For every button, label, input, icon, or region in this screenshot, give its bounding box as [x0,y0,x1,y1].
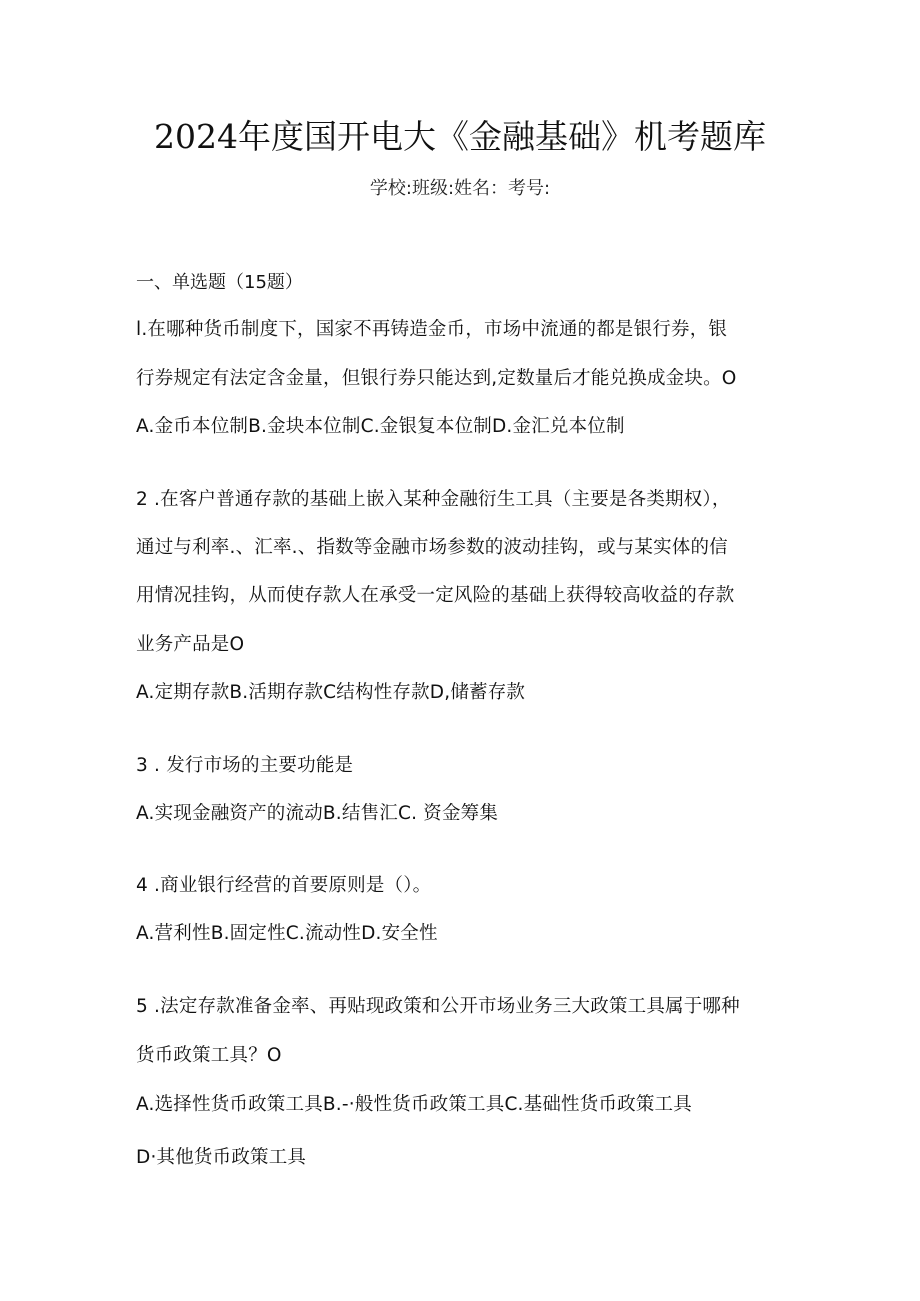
question-4-text-line-1: 4 .商业银行经营的首要原则是（）。 [136,875,432,896]
question-2-text-line-1: 2 .在客户普通存款的基础上嵌入某种金融衍生工具（主要是各类期权）， [136,489,731,510]
question-1-text-line-2: 行券规定有法定含金量，但银行券只能达到,定数量后才能兑换成金块。O [136,368,737,389]
student-info-line: 学校:班级:姓名：考号: [369,178,551,199]
question-5-options-line-1: A.选择性货币政策工具B.-·般性货币政策工具C.基础性货币政策工具 [136,1094,692,1115]
question-4-options: A.营利性B.固定性C.流动性D.安全性 [136,923,438,944]
question-2-text-line-3: 用情况挂钩，从而使存款人在承受一定风险的基础上获得较高收益的存款 [136,585,735,606]
question-5-text-line-1: 5 .法定存款准备金率、再贴现政策和公开市场业务三大政策工具属于哪种 [136,996,740,1017]
question-1-text-line-1: l.在哪种货币制度下，国家不再铸造金币，市场中流通的都是银行券，银 [136,319,728,340]
question-1-options: A.金币本位制B.金块本位制C.金银复本位制D.金汇兑本位制 [136,416,625,437]
question-3-text-line-1: 3 . 发行市场的主要功能是 [136,755,354,776]
question-5-options-line-2: D·其他货币政策工具 [136,1147,307,1168]
question-3-options: A.实现金融资产的流动B.结售汇C. 资金筹集 [136,803,499,824]
question-5-text-line-2: 货币政策工具？O [136,1045,282,1066]
question-2-text-line-4: 业务产品是O [136,634,245,655]
question-2-text-line-2: 通过与利率.、汇率.、指数等金融市场参数的波动挂钩，或与某实体的信 [136,537,728,558]
section-heading: 一、单选题（15题） [136,272,303,293]
document-title: 2024年度国开电大《金融基础》机考题库 [154,117,766,156]
question-2-options: A.定期存款B.活期存款C结构性存款D,储蓄存款 [136,682,526,703]
